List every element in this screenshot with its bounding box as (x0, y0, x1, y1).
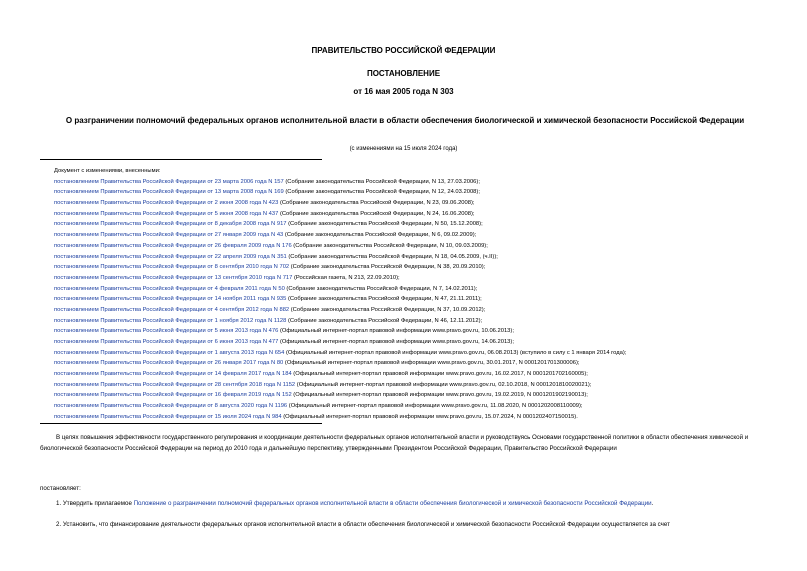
item-1 (56, 499, 766, 510)
amendment-item (54, 348, 794, 359)
edition-note: (с изменениями на 15 июля 2024 года) (349, 146, 458, 152)
amendment-source: (Официальный интернет-портал правовой информации www.pravo.gov.ru, 30.01.2017, N 0001201701300006); (283, 360, 580, 367)
amendment-item (54, 273, 794, 284)
top-divider (40, 159, 322, 160)
amendments-list (54, 166, 794, 423)
amendment-source: (Собрание законодательства Российской Федерации, N 18, 04.05.2009, (ч.II)); (286, 253, 498, 260)
amendment-item (54, 369, 794, 380)
amendment-source: (Собрание законодательства Российской Федерации, N 7, 14.02.2011); (284, 285, 478, 292)
amendment-source: (Официальный интернет-портал правовой информации www.pravo.gov.ru, 14.06.2013); (278, 339, 514, 345)
amendment-link[interactable]: постановлением Правительства Российской Федерации от 1 ноября 2012 года N 1128 (54, 317, 287, 324)
date-number: от 16 мая 2005 года N 303 (353, 87, 454, 96)
amendment-source: (Собрание законодательства Российской Федерации, N 38, 20.09.2010); (289, 264, 486, 271)
amendment-source: (Собрание законодательства Российской Федерации, N 47, 21.11.2011); (286, 296, 482, 303)
preamble-paragraph: В целях повышения эффективности государственного регулирования и координации деятельности федеральных органов исполнительной власти и руководствуясь Основами государственной политики в области обеспечения химической и биологической безопасности Российской Федерации на период до 2010 года и дальнейшую перспективу, утвержденными Президентом Российской Федерации, Правительство Российской Федерации (40, 434, 749, 452)
amendment-item (54, 241, 794, 252)
amendment-link[interactable]: постановлением Правительства Российской Федерации от 13 сентября 2010 года N 717 (54, 274, 293, 281)
amendment-link[interactable]: постановлением Правительства Российской Федерации от 1 августа 2013 года N 654 (54, 349, 285, 356)
amendment-source: (Российская газета, N 213, 22.09.2010); (292, 274, 400, 281)
amendment-item (54, 252, 794, 263)
amendment-link[interactable]: постановлением Правительства Российской Федерации от 5 июня 2013 года N 476 (54, 328, 279, 335)
document-type: ПОСТАНОВЛЕНИЕ (366, 69, 441, 78)
amendment-source: (Собрание законодательства Российской Федерации, N 10, 09.03.2009); (291, 242, 488, 249)
amendment-link[interactable]: постановлением Правительства Российской Федерации от 28 сентября 2018 года N 1152 (54, 381, 296, 388)
item-1-prefix: 1. Утвердить прилагаемое (56, 500, 134, 507)
amendment-link[interactable]: постановлением Правительства Российской Федерации от 16 февраля 2019 года N 152 (54, 392, 292, 399)
amendment-source: (Официальный интернет-портал правовой информации www.pravo.gov.ru, 19.02.2019, N 0001201902190013); (291, 392, 588, 399)
amendment-item (54, 316, 794, 327)
amendment-item (54, 230, 794, 241)
amendment-link[interactable]: постановлением Правительства Российской Федерации от 13 марта 2008 года N 169 (54, 189, 284, 196)
regulation-link[interactable]: Положение о разграничении полномочий федеральных органов исполнительной власти в области обеспечения биологической и химической безопасности Российской Федерации (133, 500, 652, 507)
amendment-item (54, 326, 794, 337)
amendment-item (54, 390, 794, 401)
amendment-link[interactable]: постановлением Правительства Российской Федерации от 6 июня 2013 года N 477 (54, 339, 279, 345)
amendment-item (54, 177, 794, 188)
amendment-source: (Собрание законодательства Российской Федерации, N 13, 27.03.2006); (283, 178, 480, 185)
government-heading: ПРАВИТЕЛЬСТВО РОССИЙСКОЙ ФЕДЕРАЦИИ (311, 46, 496, 55)
amendment-link[interactable]: постановлением Правительства Российской Федерации от 27 января 2009 года N 43 (54, 232, 284, 239)
amendment-link[interactable]: постановлением Правительства Российской Федерации от 23 марта 2006 года N 157 (54, 178, 284, 185)
amendment-item (54, 198, 794, 209)
amendment-item (54, 209, 794, 220)
item-1-suffix: . (651, 500, 654, 507)
decides-line: постановляет: (40, 485, 81, 492)
amendment-item (54, 187, 794, 198)
amendment-source: (Собрание законодательства Российской Федерации, N 24, 16.06.2008); (278, 210, 475, 217)
amendment-link[interactable]: постановлением Правительства Российской Федерации от 4 февраля 2011 года N 50 (54, 285, 285, 292)
amendment-item (54, 219, 794, 230)
amendment-source: (Собрание законодательства Российской Федерации, N 46, 12.11.2012); (286, 317, 483, 324)
amendment-source: (Официальный интернет-портал правовой информации www.pravo.gov.ru, 06.08.2013) (вступило в силу с 1 января 2014 года); (284, 349, 627, 356)
amendment-item (54, 262, 794, 273)
amendment-link[interactable]: постановлением Правительства Российской Федерации от 26 января 2017 года N 80 (54, 360, 284, 367)
amendment-item (54, 358, 794, 369)
amendment-item (54, 401, 794, 412)
amendment-item (54, 294, 794, 305)
amendment-source: (Собрание законодательства Российской Федерации, N 12, 24.03.2008); (283, 189, 480, 196)
amendment-link[interactable]: постановлением Правительства Российской Федерации от 8 сентября 2010 года N 702 (54, 264, 290, 271)
amendment-source: (Официальный интернет-портал правовой информации www.pravo.gov.ru, 16.02.2017, N 0001201702160005); (291, 371, 588, 378)
amendment-link[interactable]: постановлением Правительства Российской Федерации от 4 сентября 2012 года N 882 (54, 306, 290, 313)
amendments-intro: Документ с изменениями, внесенными: (54, 168, 161, 174)
amendment-source: (Собрание законодательства Российской Федерации, N 50, 15.12.2008); (286, 221, 483, 228)
amendment-link[interactable]: постановлением Правительства Российской Федерации от 22 апреля 2009 года N 351 (54, 253, 287, 260)
amendment-item (54, 412, 794, 423)
amendment-source: (Официальный интернет-портал правовой информации www.pravo.gov.ru, 02.10.2018, N 0001201810020021); (295, 381, 592, 388)
bottom-divider (40, 423, 322, 424)
amendment-source: (Собрание законодательства Российской Федерации, N 23, 09.06.2008); (278, 200, 475, 207)
amendment-link[interactable]: постановлением Правительства Российской Федерации от 5 июня 2008 года N 437 (54, 210, 279, 217)
amendment-link[interactable]: постановлением Правительства Российской Федерации от 26 февраля 2009 года N 176 (54, 242, 292, 249)
amendment-item (54, 305, 794, 316)
amendment-link[interactable]: постановлением Правительства Российской Федерации от 14 февраля 2017 года N 184 (54, 371, 292, 378)
document-title: О разграничении полномочий федеральных органов исполнительной власти в области обеспечения биологической и химической безопасности Российской Федерации (65, 116, 745, 125)
amendment-source: (Собрание законодательства Российской Федерации, N 37, 10.09.2012); (289, 306, 486, 313)
amendment-source: (Собрание законодательства Российской Федерации, N 6, 09.02.2009); (283, 232, 477, 239)
amendment-link[interactable]: постановлением Правительства Российской Федерации от 8 декабря 2008 года N 917 (54, 221, 287, 228)
amendment-link[interactable]: постановлением Правительства Российской Федерации от 8 августа 2020 года N 1196 (54, 403, 288, 410)
amendment-link[interactable]: постановлением Правительства Российской Федерации от 2 июня 2008 года N 423 (54, 200, 279, 207)
amendment-item (54, 380, 794, 391)
amendment-link[interactable]: постановлением Правительства Российской Федерации от 14 ноября 2011 года N 935 (54, 296, 287, 303)
amendment-source: (Официальный интернет-портал правовой информации www.pravo.gov.ru, 15.07.2024, N 0001202407150015). (281, 413, 578, 420)
amendment-item (54, 284, 794, 295)
amendment-link[interactable]: постановлением Правительства Российской Федерации от 15 июля 2024 года N 984 (54, 413, 282, 420)
amendment-source: (Официальный интернет-портал правовой информации www.pravo.gov.ru, 11.08.2020, N 0001202008110009); (287, 403, 583, 410)
amendment-source: (Официальный интернет-портал правовой информации www.pravo.gov.ru, 10.06.2013); (278, 328, 514, 335)
item-2: 2. Установить, что финансирование деятельности федеральных органов исполнительной власти в области обеспечения биологической и химической безопасности Российской Федерации осуществляется за счет (56, 521, 670, 528)
amendment-item (54, 337, 794, 348)
